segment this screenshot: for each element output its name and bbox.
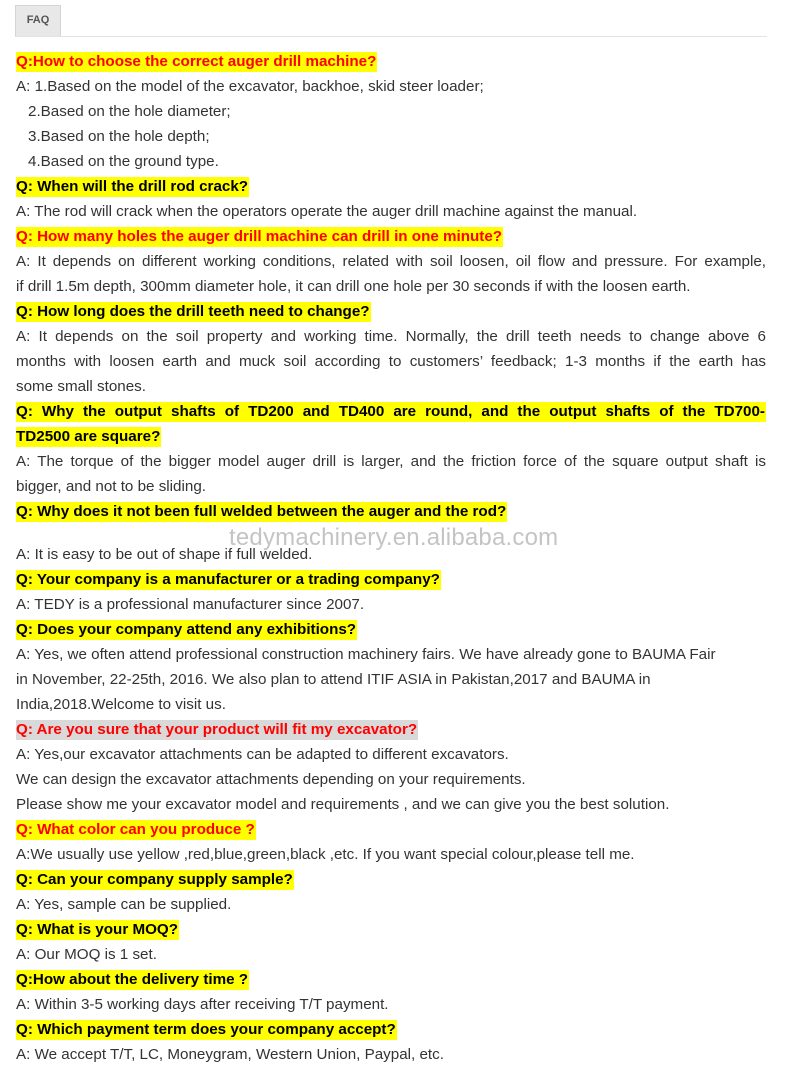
faq-answer-11: A: Yes, sample can be supplied. [16,896,232,913]
faq-answer-6: A: It is easy to be out of shape if full welded. [16,546,313,563]
faq-answer-4: A: It depends on the soil property and working time. Normally, the drill teeth needs to change above 6 [16,328,766,345]
faq-question-7: Q: Your company is a manufacturer or a trading company? [16,571,440,588]
tab-bar [15,5,767,37]
faq-answer-12: A: Our MOQ is 1 set. [16,946,157,963]
faq-answer-13: A: Within 3-5 working days after receiving T/T payment. [16,996,389,1013]
faq-question-14: Q: Which payment term does your company accept? [16,1021,396,1038]
faq-answer-8: A: Yes, we often attend professional construction machinery fairs. We have already gone to BAUMA Fair [16,646,716,663]
faq-question-4: Q: How long does the drill teeth need to change? [16,303,370,320]
faq-content [16,49,766,1067]
faq-answer-1: A: 1.Based on the model of the excavator, backhoe, skid steer loader; [16,78,484,95]
faq-answer-10: A:We usually use yellow ,red,blue,green,black ,etc. If you want special colour,please tell me. [16,846,635,863]
faq-question-8: Q: Does your company attend any exhibitions? [16,621,357,638]
faq-answer-1: 3.Based on the hole depth; [28,128,210,145]
faq-answer-2: A: The rod will crack when the operators operate the auger drill machine against the manual. [16,203,638,220]
watermark: tedymachinery.en.alibaba.com [229,524,559,551]
faq-answer-8: in November, 22-25th, 2016. We also plan to attend ITIF ASIA in Pakistan,2017 and BAUMA in [16,671,651,688]
faq-question-5: Q: Why the output shafts of TD200 and TD400 are round, and the output shafts of the TD700- [16,403,765,420]
faq-answer-9: Please show me your excavator model and requirements , and we can give you the best solution. [16,796,670,813]
faq-question-3: Q: How many holes the auger drill machine can drill in one minute? [16,228,503,245]
faq-answer-8: India,2018.Welcome to visit us. [16,696,226,713]
faq-question-10: Q: What color can you produce ? [16,821,255,838]
faq-answer-5: A: The torque of the bigger model auger drill is larger, and the friction force of the square output shaft is [16,453,766,470]
faq-answer-4: months with loosen earth and muck soil according to customers’ feedback; 1-3 months if the earth has [16,353,766,370]
faq-answer-14: A: We accept T/T, LC, Moneygram, Western Union, Paypal, etc. [16,1046,444,1063]
faq-question-11: Q: Can your company supply sample? [16,871,293,888]
faq-answer-3: A: It depends on different working conditions, related with soil loosen, oil flow and pressure. For example, [16,253,766,270]
faq-answer-4: some small stones. [16,378,146,395]
faq-question-6: Q: Why does it not been full welded between the auger and the rod? [16,503,507,520]
faq-question-13: Q:How about the delivery time ? [16,971,249,988]
tab-faq[interactable]: FAQ [15,5,61,36]
faq-answer-3: if drill 1.5m depth, 300mm diameter hole, it can drill one hole per 30 seconds if with the loosen earth. [16,278,691,295]
faq-answer-9: We can design the excavator attachments depending on your requirements. [16,771,526,788]
faq-answer-1: 4.Based on the ground type. [28,153,219,170]
faq-question-5: TD2500 are square? [16,428,161,445]
faq-answer-5: bigger, and not to be sliding. [16,478,206,495]
faq-answer-7: A: TEDY is a professional manufacturer since 2007. [16,596,365,613]
faq-question-9: Q: Are you sure that your product will fit my excavator? [16,721,418,738]
faq-question-12: Q: What is your MOQ? [16,921,178,938]
faq-answer-9: A: Yes,our excavator attachments can be adapted to different excavators. [16,746,509,763]
faq-answer-1: 2.Based on the hole diameter; [28,103,231,120]
faq-question-1: Q:How to choose the correct auger drill machine? [16,53,377,70]
faq-question-2: Q: When will the drill rod crack? [16,178,249,195]
